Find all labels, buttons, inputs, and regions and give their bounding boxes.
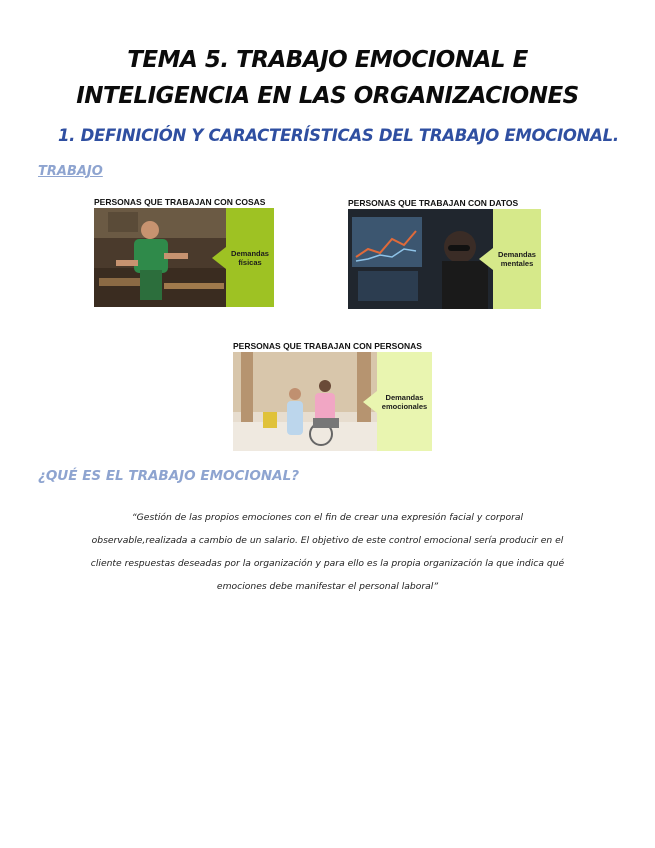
card-caption: PERSONAS QUE TRABAJAN CON PERSONAS xyxy=(233,341,422,351)
title-line-2: INTELIGENCIA EN LAS ORGANIZACIONES xyxy=(76,83,579,109)
card-cosas xyxy=(94,196,274,307)
quote-line-3: cliente respuestas deseadas por la organización y para ello es la propia organización la que indica qué xyxy=(90,558,565,569)
card-caption: PERSONAS QUE TRABAJAN CON DATOS xyxy=(348,198,519,208)
demand-label xyxy=(379,393,430,411)
demand-label-line-1: Demandas xyxy=(498,250,536,259)
quote-line-4: emociones debe manifestar el personal laboral” xyxy=(216,581,439,592)
panel-arrow xyxy=(212,247,226,269)
demand-label xyxy=(495,250,539,268)
card-caption: PERSONAS QUE TRABAJAN CON COSAS xyxy=(94,197,266,207)
panel-arrow xyxy=(363,391,377,413)
demand-label xyxy=(228,249,272,267)
worker-photo xyxy=(94,208,226,307)
demand-label-line-1: Demandas xyxy=(385,392,424,402)
subheading-trabajo: TRABAJO xyxy=(38,164,103,179)
card-personas xyxy=(233,340,432,451)
question-heading: ¿QUÉ ES EL TRABAJO EMOCIONAL? xyxy=(38,468,300,484)
nurse-patient-photo xyxy=(233,352,377,451)
demand-label-line-1: Demandas xyxy=(231,248,269,258)
card-datos xyxy=(348,197,541,309)
panel-arrow xyxy=(479,248,493,270)
document-title xyxy=(0,42,655,114)
quote-line-2: observable,realizada a cambio de un salario. El objetivo de este control emocional sería producir en el xyxy=(91,535,564,546)
section-heading: 1. DEFINICIÓN Y CARACTERÍSTICAS DEL TRABAJO EMOCIONAL. xyxy=(58,126,619,145)
definition-quote xyxy=(60,506,595,598)
demand-label-line-2: emocionales xyxy=(381,401,428,411)
analyst-photo xyxy=(348,209,493,309)
quote-line-1: “Gestión de las propios emociones con el fin de crear una expresión facial y corporal xyxy=(131,512,524,523)
demand-label-line-2: mentales xyxy=(500,259,534,268)
demand-label-line-2: físicas xyxy=(238,257,262,267)
title-line-1: TEMA 5. TRABAJO EMOCIONAL E xyxy=(127,47,528,73)
